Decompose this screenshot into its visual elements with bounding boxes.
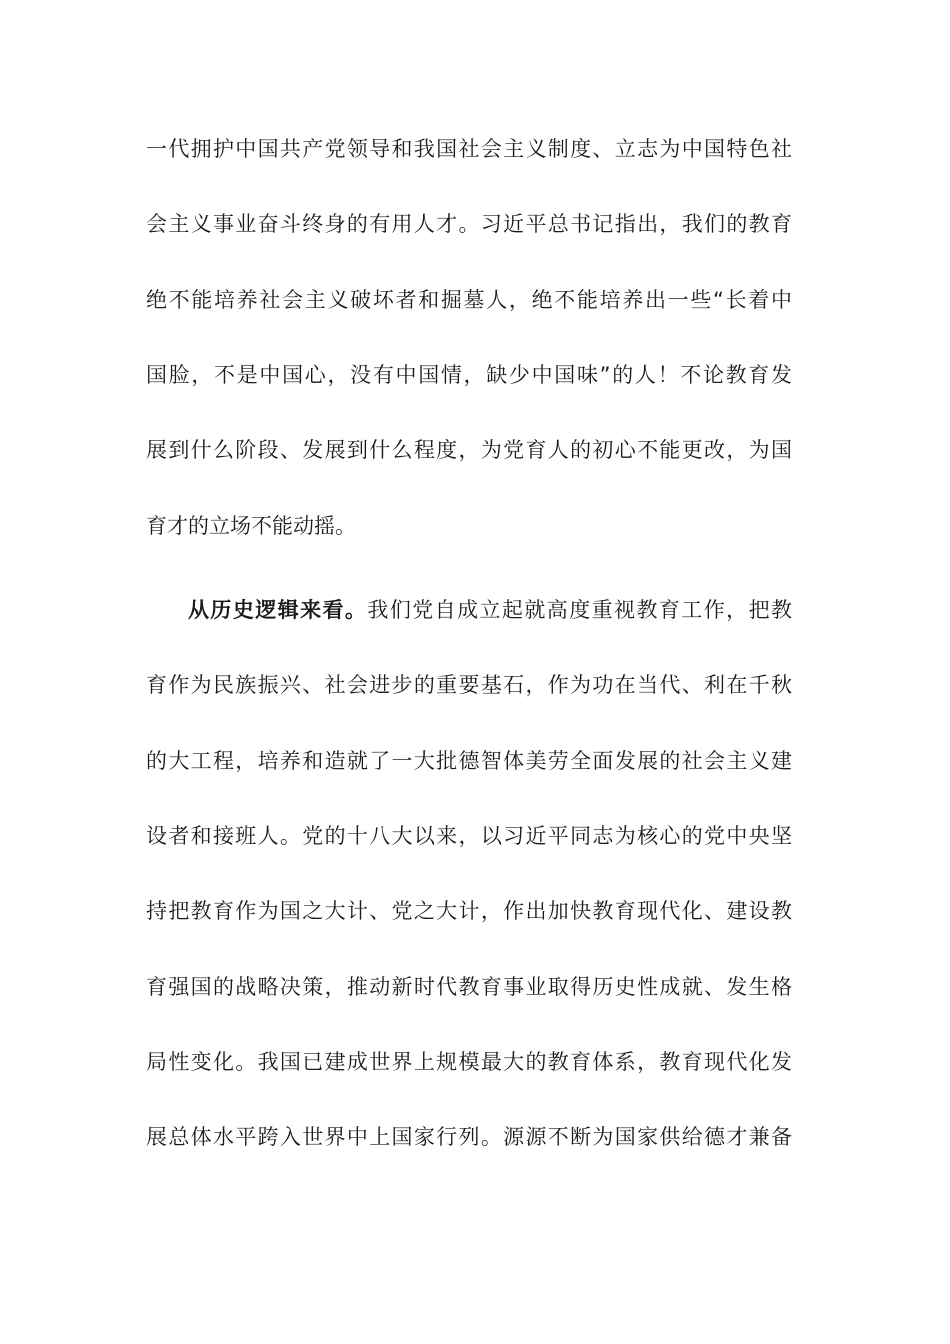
paragraph-line: 局性变化。我国已建成世界上规模最大的教育体系，教育现代化发 bbox=[146, 1050, 792, 1074]
paragraph-line: 育强国的战略决策，推动新时代教育事业取得历史性成就、发生格 bbox=[146, 975, 792, 999]
paragraph-line: 育作为民族振兴、社会进步的重要基石，作为功在当代、利在千秋 bbox=[146, 673, 792, 697]
paragraph-line: 展总体水平跨入世界中上国家行列。源源不断为国家供给德才兼备 bbox=[146, 1125, 792, 1149]
paragraph-line: 育才的立场不能动摇。 bbox=[146, 514, 356, 538]
paragraph-line: 设者和接班人。党的十八大以来，以习近平同志为核心的党中央坚 bbox=[146, 824, 792, 848]
paragraph-line: 会主义事业奋斗终身的有用人才。习近平总书记指出，我们的教育 bbox=[146, 212, 792, 236]
paragraph-line: 的大工程，培养和造就了一大批德智体美劳全面发展的社会主义建 bbox=[146, 749, 792, 773]
paragraph-first-line bbox=[188, 590, 792, 630]
paragraph-line: 国脸，不是中国心，没有中国情，缺少中国味”的人！不论教育发 bbox=[146, 363, 792, 387]
paragraph-heading: 从历史逻辑来看。 bbox=[188, 598, 368, 622]
paragraph-line: 一代拥护中国共产党领导和我国社会主义制度、立志为中国特色社 bbox=[146, 137, 792, 161]
paragraph-line: 展到什么阶段、发展到什么程度，为党育人的初心不能更改，为国 bbox=[146, 438, 792, 462]
paragraph-line: 绝不能培养社会主义破坏者和掘墓人，绝不能培养出一些“长着中 bbox=[146, 288, 792, 312]
paragraph-line: 持把教育作为国之大计、党之大计，作出加快教育现代化、建设教 bbox=[146, 899, 792, 923]
paragraph-text: 我们党自成立起就高度重视教育工作，把教 bbox=[367, 598, 792, 622]
